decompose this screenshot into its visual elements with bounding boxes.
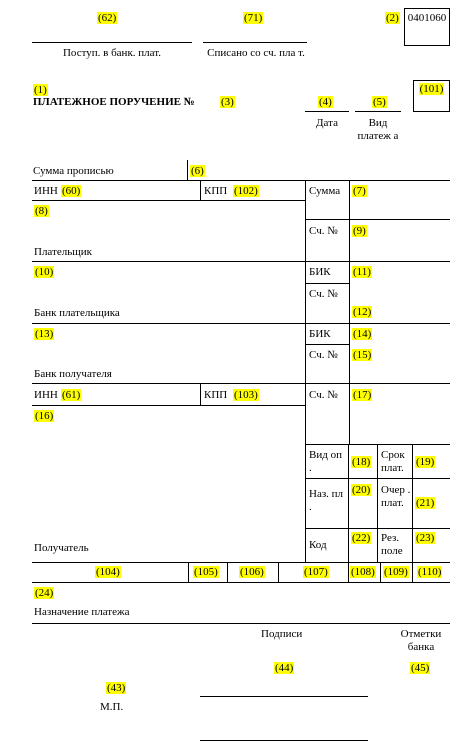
field-12-marker: (12) — [353, 306, 372, 318]
grid-line-bik2 — [305, 344, 349, 345]
bank-received-line — [32, 42, 192, 43]
payer-kpp-label: КПП — [204, 185, 228, 197]
payer-bank-account-label: Сч. № — [309, 288, 338, 300]
field-44-marker: (44) — [275, 662, 294, 674]
field-20-marker: (20) — [352, 484, 371, 496]
field-15-marker: (15) — [353, 349, 372, 361]
payer-bik-label: БИК — [309, 266, 331, 278]
payer-bank-label: Банк плательщика — [34, 307, 120, 319]
field-106-marker: (106) — [240, 566, 264, 578]
field-19-marker: (19) — [416, 456, 435, 468]
field-45-marker: (45) — [411, 662, 430, 674]
grid-vline-main — [305, 180, 306, 562]
grid-line-1 — [32, 180, 450, 181]
field-110-marker: (110) — [418, 566, 442, 578]
stamp-label: М.П. — [100, 701, 124, 713]
grid-vline-term-labels — [377, 444, 378, 562]
purpose-label: Назначение платежа — [34, 606, 130, 618]
field-9-marker: (9) — [353, 225, 366, 237]
grid-line-sum-account — [305, 219, 450, 220]
purpose-line — [32, 623, 450, 624]
payer-inn-label: ИНН — [34, 185, 58, 197]
codes-divider-3 — [278, 562, 279, 582]
field-8-marker: (8) — [35, 205, 48, 217]
field-107-marker: (107) — [304, 566, 328, 578]
payment-type-label: Вид платеж а — [357, 117, 399, 142]
field-6-marker: (6) — [191, 165, 204, 177]
signature-line-2 — [200, 740, 368, 741]
queue-label: Очер . плат. — [381, 484, 411, 509]
field-102-marker: (102) — [234, 185, 258, 197]
field-101-box — [413, 80, 450, 112]
field-1-marker: (1) — [34, 84, 47, 96]
field-21-marker: (21) — [416, 497, 435, 509]
codes-divider-2 — [227, 562, 228, 582]
recipient-account-label: Сч. № — [309, 389, 338, 401]
signature-line-1 — [200, 696, 368, 697]
debited-label: Списано со сч. пла т. — [207, 47, 305, 59]
grid-line-payer-bank — [32, 323, 450, 324]
payment-type-line — [355, 111, 401, 112]
amount-words-divider — [187, 160, 188, 180]
grid-vline-sum — [349, 180, 350, 261]
form-code-box — [404, 8, 450, 46]
field-7-marker: (7) — [353, 185, 366, 197]
field-10-marker: (10) — [35, 266, 54, 278]
field-24-marker: (24) — [35, 587, 54, 599]
bank-received-label: Поступ. в банк. плат. — [62, 47, 161, 59]
field-22-marker: (22) — [352, 532, 371, 544]
grid-line-recipient — [32, 562, 450, 563]
grid-line-inn — [32, 200, 305, 201]
bank-marks-label: Отметки банка — [400, 628, 442, 653]
field-103-marker: (103) — [234, 389, 258, 401]
reserve-label: Рез. поле — [381, 532, 403, 557]
form-code: 0401060 — [407, 12, 447, 24]
grid-vline-op-values — [348, 444, 349, 562]
recipient-inn-label: ИНН — [34, 389, 58, 401]
grid-vline-kpp2 — [200, 383, 201, 405]
field-108-marker: (108) — [351, 566, 375, 578]
field-13-marker: (13) — [35, 328, 54, 340]
purpose-code-label: Наз. пл . — [309, 488, 344, 513]
codes-divider-6 — [412, 562, 413, 582]
payer-account-label: Сч. № — [309, 225, 338, 237]
recipient-kpp-label: КПП — [204, 389, 228, 401]
field-18-marker: (18) — [352, 456, 371, 468]
codes-divider-5 — [380, 562, 381, 582]
field-43-marker: (43) — [107, 682, 126, 694]
field-62-marker: (62) — [98, 12, 117, 24]
op-type-label: Вид оп . — [309, 449, 342, 474]
grid-vline-term-values — [412, 444, 413, 562]
grid-line-recipient-bank — [32, 383, 450, 384]
grid-line-inn2 — [32, 405, 305, 406]
recipient-bik-label: БИК — [309, 328, 331, 340]
field-105-marker: (105) — [194, 566, 218, 578]
sum-label: Сумма — [309, 185, 341, 197]
field-104-marker: (104) — [96, 566, 120, 578]
recipient-bank-label: Банк получателя — [34, 368, 112, 380]
field-23-marker: (23) — [416, 532, 435, 544]
recipient-label: Получатель — [34, 542, 89, 554]
field-16-marker: (16) — [35, 410, 54, 422]
grid-line-bik1 — [305, 283, 349, 284]
signatures-label: Подписи — [261, 628, 303, 640]
term-label: Срок плат. — [381, 449, 405, 474]
field-61-marker: (61) — [62, 389, 81, 401]
grid-vline-banks — [349, 261, 350, 383]
field-3-marker: (3) — [221, 96, 234, 108]
field-4-marker: (4) — [319, 96, 332, 108]
field-71-marker: (71) — [244, 12, 263, 24]
field-5-marker: (5) — [373, 96, 386, 108]
field-2-marker: (2) — [386, 12, 399, 24]
grid-line-payer — [32, 261, 450, 262]
date-label: Дата — [316, 117, 338, 129]
field-60-marker: (60) — [62, 185, 81, 197]
code-label: Код — [309, 539, 327, 551]
field-17-marker: (17) — [353, 389, 372, 401]
field-11-marker: (11) — [353, 266, 371, 278]
payer-label: Плательщик — [34, 246, 92, 258]
grid-vline-recipient-acc — [349, 383, 350, 444]
debited-line — [203, 42, 307, 43]
field-14-marker: (14) — [353, 328, 372, 340]
grid-line-codes — [32, 582, 450, 583]
recipient-bank-account-label: Сч. № — [309, 349, 338, 361]
date-line — [305, 111, 349, 112]
amount-words-label: Сумма прописью — [33, 165, 114, 177]
page-title: ПЛАТЕЖНОЕ ПОРУЧЕНИЕ № — [33, 96, 195, 108]
codes-divider-1 — [188, 562, 189, 582]
codes-divider-4 — [348, 562, 349, 582]
grid-vline-kpp1 — [200, 180, 201, 200]
field-109-marker: (109) — [384, 566, 408, 578]
field-101-marker: (101) — [419, 83, 444, 95]
